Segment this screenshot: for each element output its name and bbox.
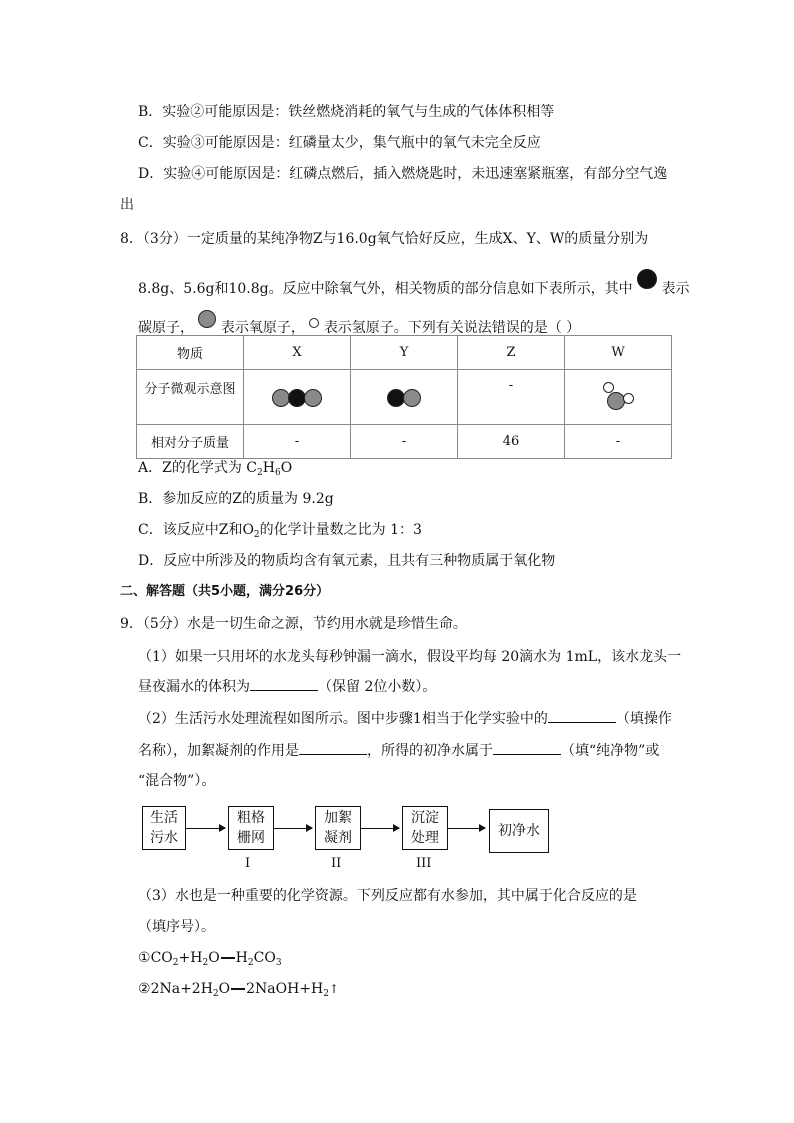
flow-box-screen-text xyxy=(237,808,265,848)
q7-option-b: B．实验②可能原因是：铁丝燃烧消耗的氧气与生成的气体体积相等 xyxy=(138,104,555,120)
flow-box-sewage xyxy=(142,806,186,850)
row-label-mass: 相对分子质量 xyxy=(137,425,244,459)
oxygen-atom-icon xyxy=(198,310,216,328)
q8-option-a-text: A．Z的化学式为 C xyxy=(138,460,257,476)
molecule-y xyxy=(351,370,458,425)
q9-part2-line1 xyxy=(138,708,672,729)
q9-part1-text: 昼夜漏水的体积为 xyxy=(138,679,250,695)
q9-part2-end: （填操作 xyxy=(615,711,672,727)
q8-option-c-text: C．该反应中Z和O xyxy=(138,522,254,538)
flow-box-screen xyxy=(228,806,274,850)
hydrogen-atom-icon xyxy=(603,382,614,393)
subscript: 2 xyxy=(253,530,260,540)
table-row-molecule xyxy=(137,370,672,425)
q8-option-b: B．参加反应的Z的质量为 9.2g xyxy=(138,491,334,507)
oxygen-atom-icon xyxy=(607,392,625,410)
header-z: Z xyxy=(458,336,565,370)
q9-part3-line1: （3）水也是一种重要的化学资源。下列反应都有水参加，其中属于化合反应的是 xyxy=(138,888,637,904)
flow-arrow xyxy=(360,828,399,829)
subscript: 2 xyxy=(247,958,254,968)
q9-part2-line2 xyxy=(138,740,659,761)
flow-text: 栅网 xyxy=(237,830,265,846)
flow-arrow xyxy=(185,828,225,829)
eq-number: ① xyxy=(138,950,151,966)
q9-stem: 9．（5分）水是一切生命之源，节约用水就是珍惜生命。 xyxy=(120,616,467,632)
mass-z: 46 xyxy=(458,425,565,459)
equation-1 xyxy=(138,948,282,968)
q8-option-c xyxy=(138,520,422,540)
molecule-w xyxy=(565,370,672,425)
subscript: 3 xyxy=(275,958,282,968)
flow-text: 处理 xyxy=(411,830,439,846)
q9-part2-text2: 名称），加絮凝剂的作用是 xyxy=(138,743,299,759)
section-heading: 二、解答题（共5小题，满分26分） xyxy=(120,584,330,599)
molecule-z: - xyxy=(458,370,565,425)
flow-text: 粗格 xyxy=(237,810,265,826)
subscript: 2 xyxy=(172,958,179,968)
h2o-molecule-icon xyxy=(602,382,634,412)
mass-y: - xyxy=(351,425,458,459)
q9-part1-end: （保留 2位小数）。 xyxy=(318,679,437,695)
co-molecule-icon xyxy=(387,387,421,409)
eq-term: 2Na+2H xyxy=(150,981,213,997)
q8-stem-line3 xyxy=(138,310,580,338)
header-y: Y xyxy=(351,336,458,370)
mass-w: - xyxy=(565,425,672,459)
step-label-3: III xyxy=(416,856,432,871)
flow-text: 沉淀 xyxy=(411,810,439,826)
carbon-atom-icon xyxy=(637,269,657,289)
flow-text: 生活 xyxy=(150,810,178,826)
eq-term: CO xyxy=(150,950,173,966)
subscript: 2 xyxy=(257,468,263,478)
step-label-1: I xyxy=(245,856,251,871)
q9-part2-line3: “混合物”）。 xyxy=(138,773,216,789)
q8-option-a-o: O xyxy=(280,460,293,476)
header-substance: 物质 xyxy=(137,336,244,370)
flow-box-sediment-text xyxy=(411,808,439,848)
row-label-molecule: 分子微观示意图 xyxy=(137,370,244,425)
flow-box-flocculant xyxy=(315,806,361,850)
q8-option-c-end: 的化学计量数之比为 1：3 xyxy=(259,522,422,538)
mass-x: - xyxy=(244,425,351,459)
q8-carbon-label: 碳原子， xyxy=(138,320,194,336)
flow-box-flocculant-text xyxy=(324,808,352,848)
eq-term: +H xyxy=(178,950,203,966)
eq-term: CO xyxy=(253,950,276,966)
subscript: 6 xyxy=(274,468,281,478)
flow-arrow xyxy=(273,828,312,829)
hydrogen-atom-icon xyxy=(623,393,634,404)
q9-part1-line2 xyxy=(138,676,436,697)
equation-2 xyxy=(138,979,339,999)
q9-part2-text: （2）生活污水处理流程如图所示。图中步骤1相当于化学实验中的 xyxy=(138,711,548,727)
q9-part2-text4: （填“纯净物”或 xyxy=(561,743,660,759)
answer-blank[interactable] xyxy=(250,676,318,691)
header-w: W xyxy=(565,336,672,370)
substance-table xyxy=(136,335,672,459)
subscript: 2 xyxy=(202,958,209,968)
oxygen-atom-icon xyxy=(403,389,421,407)
flow-text: 污水 xyxy=(150,830,178,846)
eq-term: 2NaOH+H xyxy=(246,981,324,997)
molecule-x xyxy=(244,370,351,425)
table-header-row xyxy=(137,336,672,370)
q8-stem-line2-end: 表示 xyxy=(661,281,690,297)
q8-stem-line1: 8．（3分）一定质量的某纯净物Z与16.0g氧气恰好反应，生成X、Y、W的质量分别为 xyxy=(120,231,649,247)
hydrogen-atom-icon xyxy=(309,318,319,328)
q9-part1-line1: （1）如果一只用坏的水龙头每秒钟漏一滴水，假设平均每 20滴水为 1mL，该水龙头一 xyxy=(138,649,682,665)
flow-text: 凝剂 xyxy=(324,830,352,846)
flow-text: 加絮 xyxy=(324,810,352,826)
q8-oxygen-label: 表示氧原子， xyxy=(220,320,305,336)
table-row-mass xyxy=(137,425,672,459)
equals-sign xyxy=(231,988,245,990)
q7-option-d: D．实验④可能原因是：红磷点燃后，插入燃烧匙时，未迅速塞紧瓶塞，有部分空气逸 xyxy=(138,166,668,182)
flow-box-sediment xyxy=(402,806,448,850)
q8-option-a-h: H xyxy=(262,460,275,476)
co2-molecule-icon xyxy=(272,387,322,409)
q8-stem-line2 xyxy=(138,269,690,299)
equals-sign xyxy=(221,957,235,959)
gas-arrow-icon: ↑ xyxy=(329,982,340,996)
q8-option-d: D．反应中所涉及的物质均含有氧元素，且共有三种物质属于氧化物 xyxy=(138,553,556,569)
step-label-2: II xyxy=(331,856,342,871)
eq-term: O xyxy=(218,981,231,997)
q9-part2-text3: ，所得的初净水属于 xyxy=(367,743,493,759)
q7-option-d-cont: 出 xyxy=(120,197,134,213)
q8-option-a xyxy=(138,458,292,478)
eq-term: O xyxy=(208,950,220,966)
q9-part3-line2: （填序号）。 xyxy=(138,919,215,935)
flow-box-sewage-text xyxy=(150,808,178,848)
q7-option-c: C．实验③可能原因是：红磷量太少，集气瓶中的氧气未完全反应 xyxy=(138,135,541,151)
answer-blank[interactable] xyxy=(548,708,616,723)
flow-arrow xyxy=(447,828,485,829)
eq-term: H xyxy=(235,950,248,966)
q8-stem-line2-text: 8.8g、5.6g和10.8g。反应中除氧气外，相关物质的部分信息如下表所示，其中 xyxy=(138,281,633,297)
eq-number: ② xyxy=(138,981,151,997)
flow-box-clean-water: 初净水 xyxy=(489,809,549,853)
subscript: 2 xyxy=(323,989,330,999)
header-x: X xyxy=(244,336,351,370)
oxygen-atom-icon xyxy=(304,389,322,407)
answer-blank[interactable] xyxy=(493,740,561,755)
q8-hydrogen-label: 表示氢原子。下列有关说法错误的是（ ） xyxy=(323,320,581,336)
answer-blank[interactable] xyxy=(299,740,367,755)
subscript: 2 xyxy=(212,989,219,999)
